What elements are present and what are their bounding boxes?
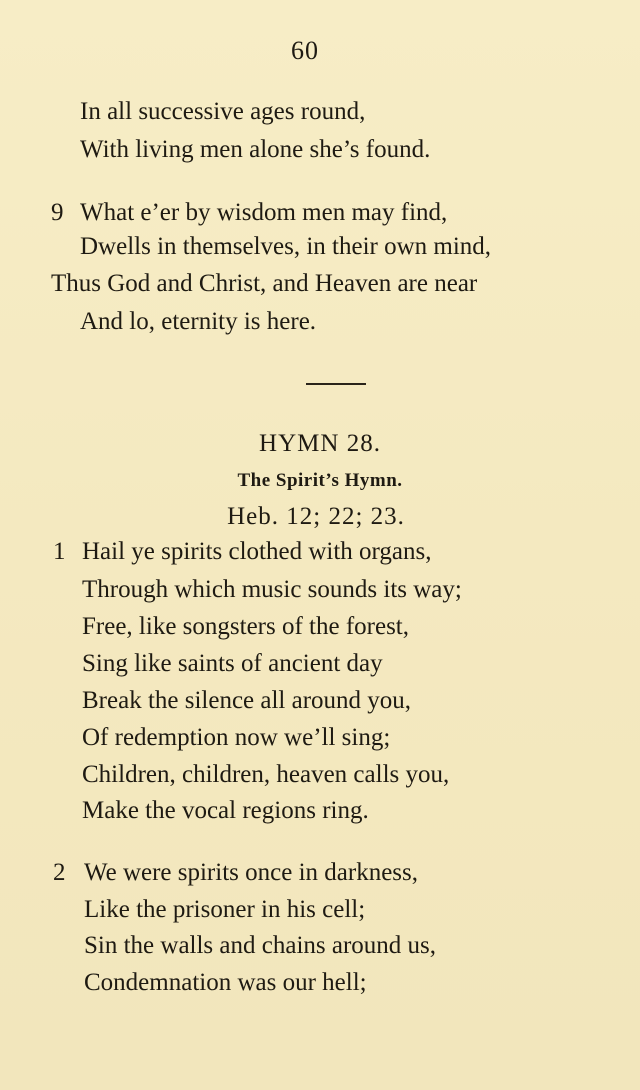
page-number: 60 — [291, 36, 319, 65]
verse-line: We were spirits once in darkness, — [84, 859, 418, 886]
verse-line: Sing like saints of ancient day — [82, 650, 383, 677]
verse-line: Hail ye spirits clothed with organs, — [82, 538, 432, 565]
hymn-subtitle: The Spirit’s Hymn. — [237, 470, 403, 491]
verse-line: Dwells in themselves, in their own mind, — [80, 233, 492, 260]
section-divider — [306, 383, 366, 385]
verse-line: Condemnation was our hell; — [84, 969, 367, 996]
verse-line: Of redemption now we’ll sing; — [82, 724, 391, 751]
verse-line: With living men alone she’s found. — [80, 136, 431, 163]
verse-line: Through which music sounds its way; — [82, 576, 462, 603]
verse-line: Sin the walls and chains around us, — [84, 932, 437, 959]
verse-line: What e’er by wisdom men may find, — [80, 199, 448, 226]
hymn-title: HYMN 28. — [259, 430, 381, 457]
verse-line: Break the silence all around you, — [82, 687, 412, 714]
verse-line: In all successive ages round, — [80, 98, 366, 125]
stanza-number: 2 — [53, 859, 66, 886]
verse-line: Children, children, heaven calls you, — [82, 761, 450, 788]
verse-line: Like the prisoner in his cell; — [84, 896, 366, 923]
verse-line: Free, like songsters of the forest, — [82, 613, 410, 640]
verse-line: And lo, eternity is here. — [80, 308, 317, 335]
verse-line: Make the vocal regions ring. — [82, 797, 369, 824]
verse-line: Thus God and Christ, and Heaven are near — [51, 270, 478, 297]
scripture-reference: Heb. 12; 22; 23. — [227, 503, 405, 530]
stanza-number: 9 — [51, 199, 64, 226]
stanza-number: 1 — [53, 538, 66, 565]
